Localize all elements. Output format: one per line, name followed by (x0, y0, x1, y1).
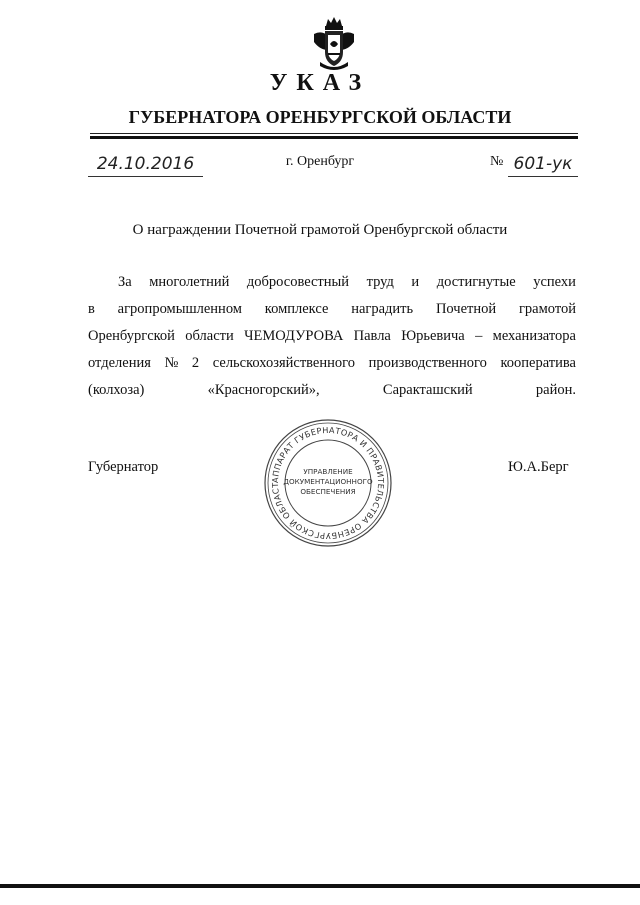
header-rule-thin (90, 133, 578, 134)
body-line-1 (118, 274, 576, 291)
word: грамотой (518, 301, 576, 317)
footer-rule (0, 884, 640, 888)
word: кооператива (500, 355, 576, 371)
stamp-center-line-3: ОБЕСПЕЧЕНИЯ (300, 487, 356, 496)
word: сельскохозяйственного (212, 355, 355, 371)
number-field (508, 154, 578, 177)
body-line-5: (колхоза) «Красногорский», Саракташский район. (88, 382, 576, 398)
word: области (185, 328, 234, 344)
word: № (164, 355, 179, 371)
signatory-name: Ю.А.Берг (508, 459, 569, 475)
header-rule-thick (90, 136, 578, 139)
word: труд (366, 274, 394, 290)
body-line-3 (88, 328, 576, 345)
word: За (118, 274, 132, 290)
word: 2 (191, 355, 200, 371)
word: в (88, 301, 95, 317)
word: Юрьевича (401, 328, 465, 344)
number-value: 601-ук (513, 154, 573, 174)
stamp-ring-text: АППАРАТ ГУБЕРНАТОРА И ПРАВИТЕЛЬСТВА ОРЕНБУРГСКОЙ ОБЛАСТ (269, 424, 387, 542)
date-value: 24.10.2016 (96, 154, 195, 174)
word: отделения (88, 355, 151, 371)
word: Оренбургской (88, 328, 175, 344)
document-title: УКАЗ (269, 70, 371, 96)
number-label: № (490, 154, 504, 169)
word: добросовестный (246, 274, 350, 290)
word: успехи (533, 274, 576, 290)
word: достигнутые (436, 274, 516, 290)
stamp-center-line-2: ДОКУМЕНТАЦИОННОГО (283, 477, 373, 486)
orenburg-coat-of-arms-icon (312, 16, 356, 72)
word: и (411, 274, 420, 290)
body-line-4 (88, 355, 576, 372)
word: комплексе (264, 301, 329, 317)
word: ЧЕМОДУРОВА (244, 328, 344, 344)
word: многолетний (149, 274, 230, 290)
word: механизатора (492, 328, 576, 344)
word: – (475, 328, 483, 344)
word: Павла (353, 328, 391, 344)
word: агропромышленном (117, 301, 242, 317)
document-subtitle: ГУБЕРНАТОРА ОРЕНБУРГСКОЙ ОБЛАСТИ (128, 107, 512, 127)
word: производственного (368, 355, 487, 371)
stamp-center-line-1: УПРАВЛЕНИЕ (303, 467, 353, 476)
word: наградить (351, 301, 414, 317)
official-stamp (263, 418, 393, 548)
city-label: г. Оренбург (285, 154, 355, 169)
decree-heading: О награждении Почетной грамотой Оренбургской области (132, 222, 508, 238)
signatory-role: Губернатор (88, 459, 159, 475)
word: Почетной (435, 301, 497, 317)
body-line-2 (88, 301, 576, 318)
